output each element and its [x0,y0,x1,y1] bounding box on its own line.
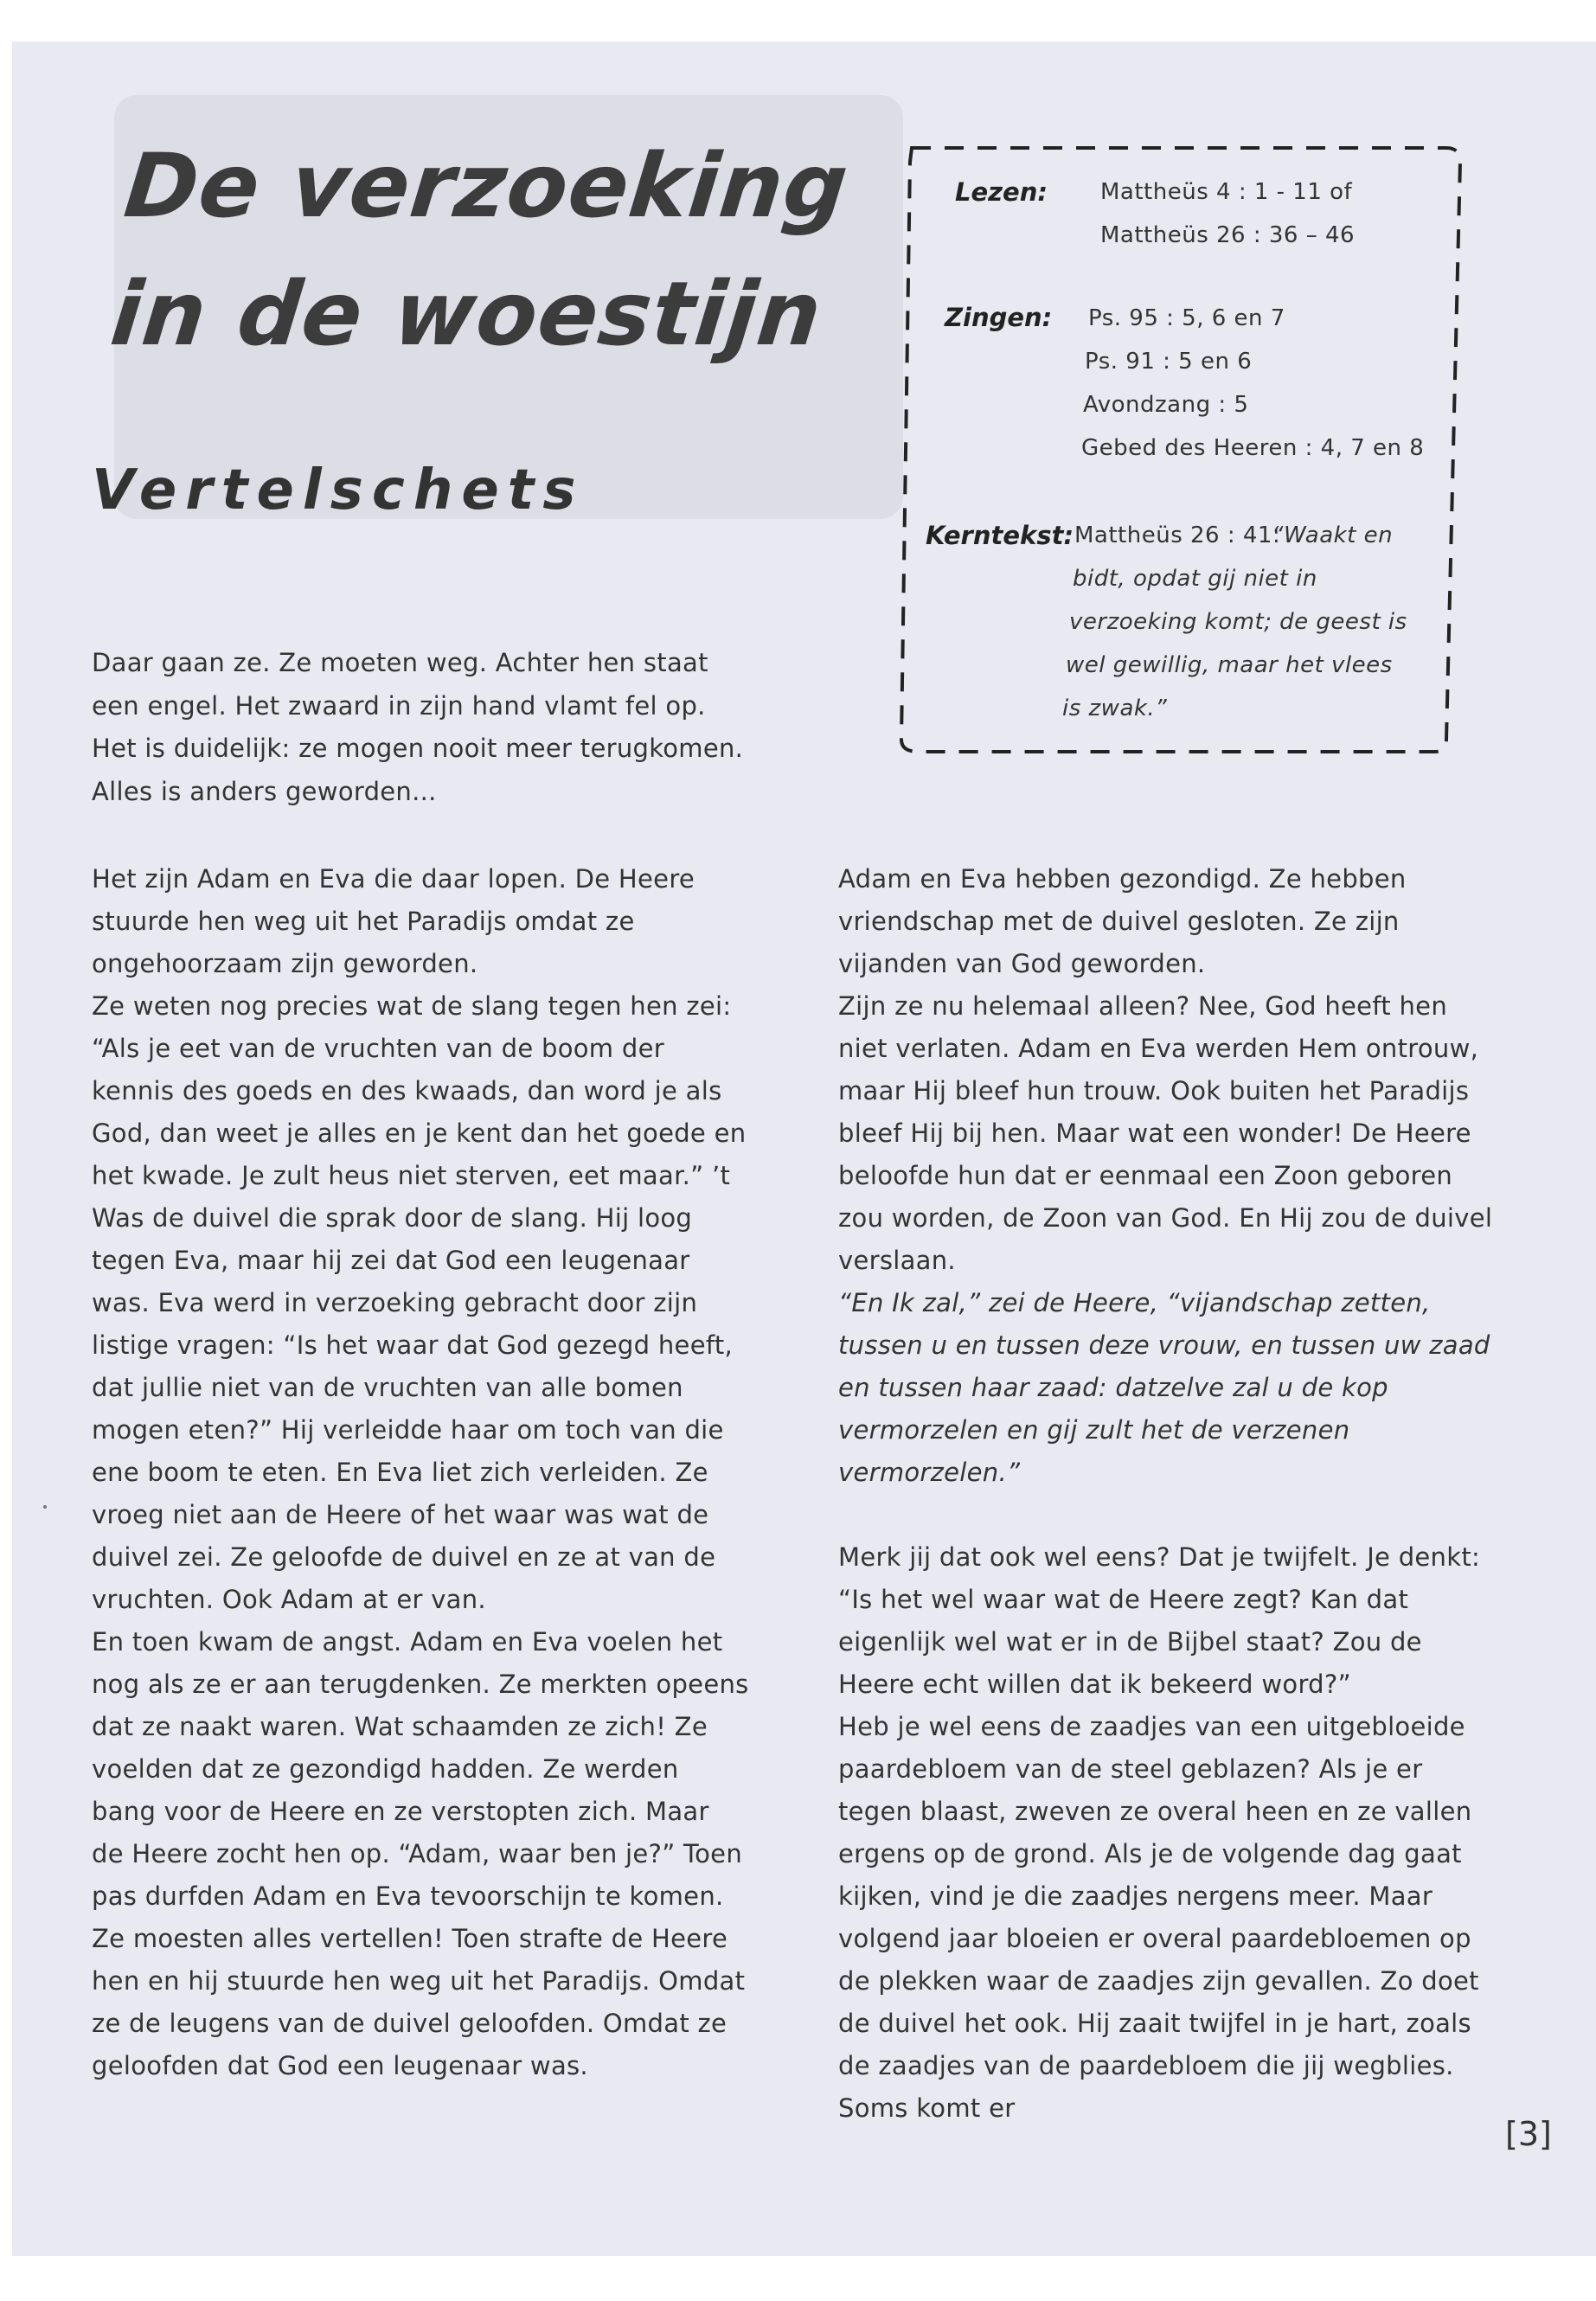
article-title [103,135,854,399]
left-paragraph-1: Het zijn Adam en Eva die daar lopen. De Heere stuurde hen weg uit het Paradijs omdat ze ongehoorzaam zijn geworden. [92,864,695,978]
kerntekst-reference: Mattheüs 26 : 41: [1074,522,1281,548]
zingen-line-2: Ps. 91 : 5 en 6 [1085,349,1253,375]
intro-paragraph: Daar gaan ze. Ze moeten weg. Achter hen staat een engel. Het zwaard in zijn hand vlamt fel op. Het is duidelijk: ze mogen nooit meer terugkomen. Alles is anders geworden... [92,648,744,806]
article-subtitle: Vertelschets [92,458,585,522]
page-number: [3] [1505,2115,1552,2153]
right-paragraph-1: Adam en Eva hebben gezondigd. Ze hebben vriendschap met de duivel gesloten. Ze zijn vijanden van God geworden. [838,864,1407,978]
title-line-1: De verzoeking [119,135,854,238]
left-paragraph-2: Ze weten nog precies wat de slang tegen hen zei: “Als je eet van de vruchten van de boom der kennis des goeds en des kwaads, dan word je als God, dan weet je alles en je kent dan het goede en het kwade. Je zult heus niet sterven, eet maar.” ’t Was de duivel die sprak door de slang. Hij loog tegen Eva, maar hij zei dat God een leugenaar was. Eva werd in verzoeking gebracht door zijn listige vragen: “Is het waar dat God gezegd heeft, dat jullie niet van de vruchten van alle bomen mogen eten?” Hij verleidde haar om toch van die ene boom te eten. En Eva liet zich verleiden. Ze vroeg niet aan de Heere of het waar was wat de duivel zei. Ze geloofde de duivel en ze at van de vruchten. Ook Adam at er van. [92,991,747,1614]
lezen-line-2: Mattheüs 26 : 36 – 46 [1100,222,1356,248]
kerntekst-label: Kerntekst: [926,521,1074,550]
lezen-line-1: Mattheüs 4 : 1 - 11 of [1100,179,1353,205]
kerntekst-line-4: wel gewillig, maar het vlees [1066,652,1393,678]
left-column [92,858,749,2087]
zingen-line-1: Ps. 95 : 5, 6 en 7 [1088,305,1285,331]
kerntekst-line-3: verzoeking komt; de geest is [1069,609,1407,635]
print-speck [43,1505,47,1509]
zingen-line-3: Avondzang : 5 [1083,392,1249,418]
kerntekst-line-1: “Waakt en [1272,522,1394,548]
zingen-label: Zingen: [945,303,1053,332]
kerntekst-line-5: is zwak.” [1062,695,1168,721]
title-line-2: in de woestijn [106,263,827,366]
reading-info-box [893,143,1464,757]
kerntekst-line-2: bidt, opdat gij niet in [1073,566,1317,592]
right-paragraph-5: Heb je wel eens de zaadjes van een uitgebloeide paardebloem van de steel geblazen? Als je er tegen blaast, zweven ze overal heen en ze vallen ergens op de grond. Als je de volgende dag gaat kijken, vind je die zaadjes nergens meer. Maar volgend jaar bloeien er overal paardebloemen op de plekken waar de zaadjes zijn gevallen. Zo doet de duivel het ook. Hij zaait twijfel in je hart, zoals de zaadjes van de paardebloem die jij wegblies. Soms komt er [838,1712,1479,2123]
right-column [838,858,1496,2130]
lezen-label: Lezen: [955,177,1048,207]
left-paragraph-3: En toen kwam de angst. Adam en Eva voelen het nog als ze er aan terugdenken. Ze merkten opeens dat ze naakt waren. Wat schaamden ze zich! Ze voelden dat ze gezondigd hadden. Ze werden bang voor de Heere en ze verstopten zich. Maar de Heere zocht hen op. “Adam, waar ben je?” Toen pas durfden Adam en Eva tevoorschijn te komen. Ze moesten alles vertellen! Toen strafte de Heere hen en hij stuurde hen weg uit het Paradijs. Omdat ze de leugens van de duivel geloofden. Omdat ze geloofden dat God een leugenaar was. [92,1627,749,2080]
right-paragraph-4: Merk jij dat ook wel eens? Dat je twijfelt. Je denkt: “Is het wel waar wat de Heere zegt? Kan dat eigenlijk wel wat er in de Bijbel staat? Zou de Heere echt willen dat ik bekeerd word?” [838,1542,1481,1699]
right-paragraph-2: Zijn ze nu helemaal alleen? Nee, God heeft hen niet verlaten. Adam en Eva werden Hem ontrouw, maar Hij bleef hun trouw. Ook buiten het Paradijs bleef Hij bij hen. Maar wat een wonder! De Heere beloofde hun dat er eenmaal een Zoon geboren zou worden, de Zoon van God. En Hij zou de duivel verslaan. [838,991,1493,1275]
zingen-line-4: Gebed des Heeren : 4, 7 en 8 [1081,435,1425,461]
bible-quote: “En Ik zal,” zei de Heere, “vijandschap zetten, tussen u en tussen deze vrouw, en tussen uw zaad en tussen haar zaad: datzelve zal u de kop vermorzelen en gij zult het de verzenen vermorzelen.” [838,1288,1490,1487]
